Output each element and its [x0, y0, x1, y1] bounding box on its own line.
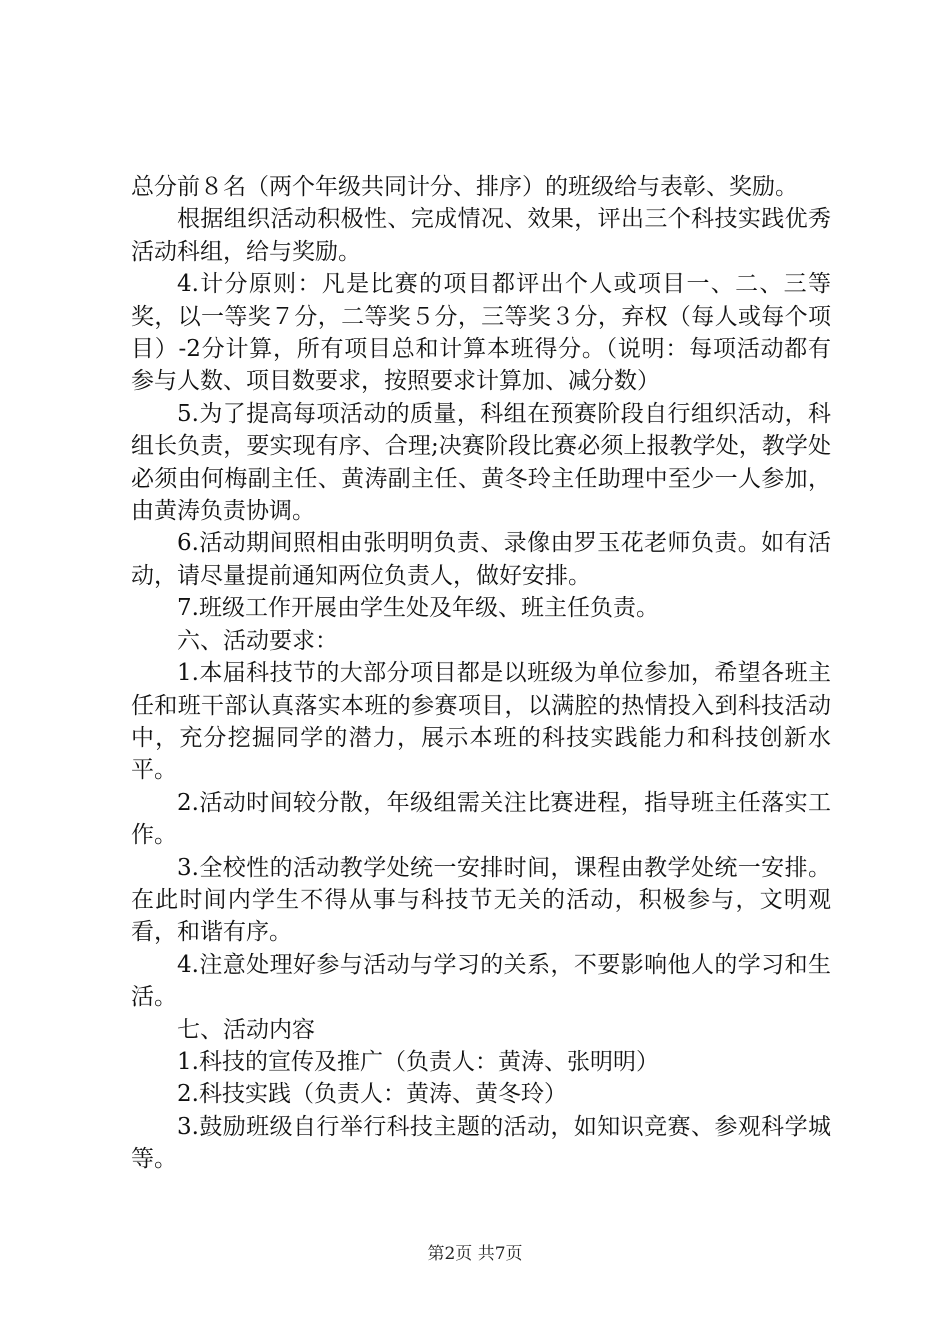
paragraph-requirement-3: 3.全校性的活动教学处统一安排时间，课程由教学处统一安排。在此时间内学生不得从事与科技节无关的活动，积极参与，文明观看，和谐有序。 [131, 854, 831, 946]
section-heading-content: 七、活动内容 [177, 1016, 315, 1043]
paragraph-requirement-2: 2.活动时间较分散，年级组需关注比赛进程，指导班主任落实工作。 [131, 789, 831, 849]
paragraph-class-work: 7.班级工作开展由学生处及年级、班主任负责。 [177, 595, 659, 622]
paragraph-content-3: 3.鼓励班级自行举行科技主题的活动，如知识竞赛、参观科学城等。 [131, 1113, 831, 1173]
page-footer: 第2页 共7页 [427, 1244, 523, 1264]
paragraph-award-top8: 总分前８名（两个年级共同计分、排序）的班级给与表彰、奖励。 [131, 174, 798, 200]
paragraph-activity-quality: 5.为了提高每项活动的质量，科组在预赛阶段自行组织活动，科组长负责，要实现有序、合理;决赛阶段比赛必须上报教学处，教学处必须由何梅副主任、黄涛副主任、黄冬玲主任助理中至少一人参加，由黄涛负责协调。 [131, 400, 831, 525]
paragraph-scoring-principle: 4.计分原则：凡是比赛的项目都评出个人或项目一、二、三等奖，以一等奖７分，二等奖５分，三等奖３分，弃权（每人或每个项目）-2分计算，所有项目总和计算本班得分。（说明：每项活动都有参与人数、项目数要求，按照要求计算加、减分数） [131, 271, 831, 395]
paragraph-requirement-4: 4.注意处理好参与活动与学习的关系，不要影响他人的学习和生活。 [131, 951, 831, 1011]
paragraph-content-2: 2.科技实践（负责人：黄涛、黄冬玲） [177, 1081, 567, 1108]
section-heading-requirements: 六、活动要求： [177, 627, 338, 654]
paragraph-photo-video: 6.活动期间照相由张明明负责、录像由罗玉花老师负责。如有活动，请尽量提前通知两位负责人，做好安排。 [131, 530, 831, 589]
paragraph-content-1: 1.科技的宣传及推广（负责人：黄涛、张明明） [177, 1048, 659, 1075]
paragraph-requirement-1: 1.本届科技节的大部分项目都是以班级为单位参加，希望各班主任和班干部认真落实本班的参赛项目，以满腔的热情投入到科技活动中，充分挖掘同学的潜力，展示本班的科技实践能力和科技创新水平。 [131, 660, 831, 784]
document-body [131, 171, 831, 1176]
paragraph-award-groups: 根据组织活动积极性、完成情况、效果，评出三个科技实践优秀活动科组，给与奖励。 [131, 206, 831, 265]
